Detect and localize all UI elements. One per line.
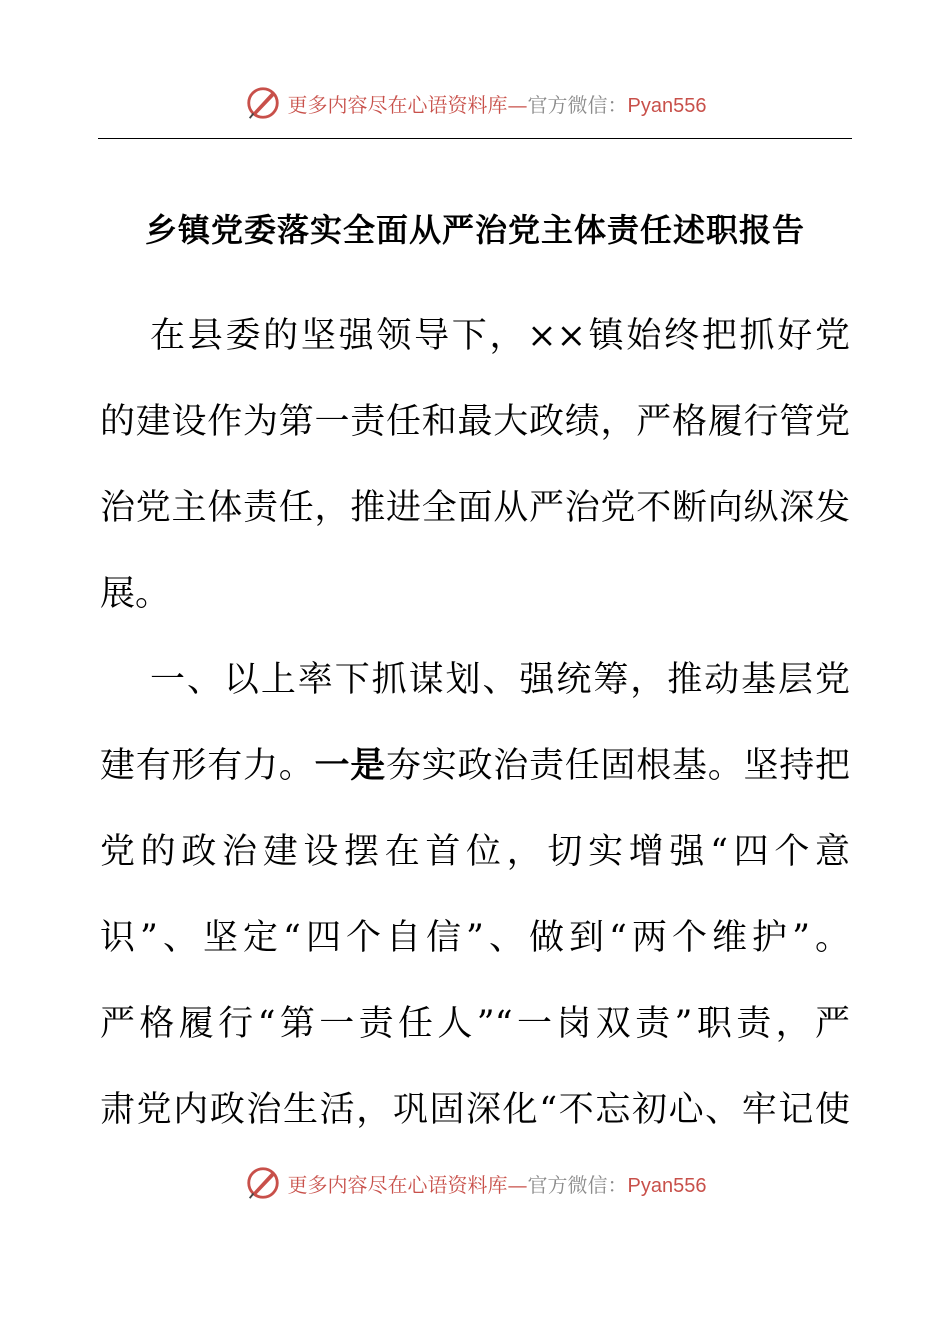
paragraph-2-line-1: 一、以上率下抓谋划、强统筹，推动基层党 [150,660,850,700]
banner-wechat-id: Pyan556 [627,94,707,117]
banner-wechat-label: 官方微信： [527,1172,628,1197]
banner-wechat-label: 官方微信： [527,92,628,117]
paragraph-1-line-3: 治党主体责任，推进全面从严治党不断向纵深发 [100,488,850,528]
paragraph-2-line-5: 严格履行“第一责任人”“一岗双责”职责，严 [100,1004,850,1044]
banner-main-text: 更多内容尽在心语资料库 [287,1172,508,1197]
paragraph-2-line-6: 肃党内政治生活，巩固深化“不忘初心、牢记使 [100,1090,850,1130]
banner-wechat-id: Pyan556 [627,1174,707,1197]
header-rule [98,138,852,139]
paragraph-1-line-4: 展。 [100,574,171,614]
footer-banner [0,1160,950,1206]
quill-logo-icon [244,84,282,122]
banner-dash: — [507,92,528,117]
paragraph-2-line-2-rest: 夯实政治责任固根基。坚持把 [386,746,850,786]
paragraph-2-line-2 [100,730,850,816]
paragraph-2-line-2-start: 建有形有力。 [100,746,315,786]
paragraph-2-line-3: 党的政治建设摆在首位，切实增强“四个意 [100,832,850,872]
paragraph-1-line-2: 的建设作为第一责任和最大政绩，严格履行管党 [100,402,850,442]
document-body [100,300,850,1160]
bold-lead-text: 一是 [314,745,386,786]
banner-dash: — [507,1172,528,1197]
banner-main-text: 更多内容尽在心语资料库 [287,92,508,117]
quill-logo-icon [244,1164,282,1202]
banner-text [288,1169,707,1198]
paragraph-1-line-1: 在县委的坚强领导下，××镇始终把抓好党 [150,316,850,356]
paragraph-2-line-4: 识”、坚定“四个自信”、做到“两个维护”。 [100,918,850,958]
banner-text [288,89,707,118]
document-title: 乡镇党委落实全面从严治党主体责任述职报告 [144,211,805,249]
header-banner [0,80,950,126]
